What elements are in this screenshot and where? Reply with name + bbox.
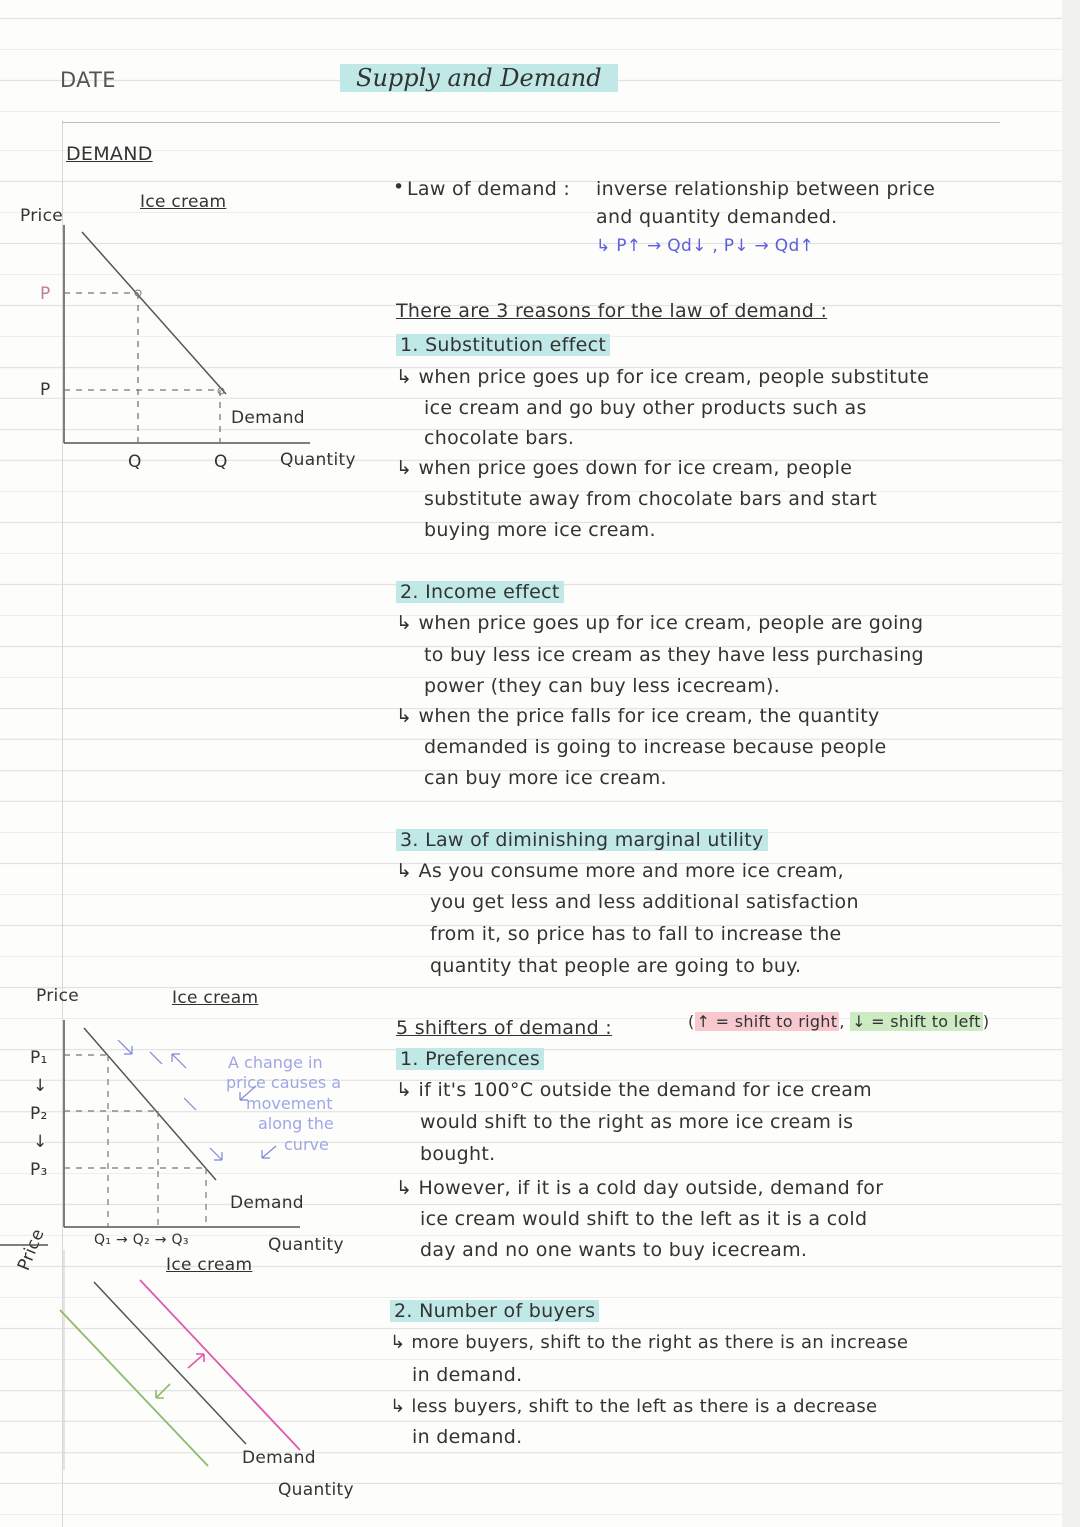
graph3-curve-label: Demand xyxy=(242,1448,316,1468)
graph2-q-labels: Q₁ → Q₂ → Q₃ xyxy=(94,1232,189,1248)
reason3-line1: ↳ As you consume more and more ice cream, xyxy=(396,860,844,882)
graph2-curve-label: Demand xyxy=(230,1193,304,1213)
reason1-line4: ↳ when price goes down for ice cream, people xyxy=(396,457,853,479)
reason3-line2: you get less and less additional satisfaction xyxy=(430,891,859,913)
demand-section-title: DEMAND xyxy=(66,143,153,165)
legend-shift-right: ↑ = shift to right xyxy=(696,1012,838,1031)
reason2-title: 2. Income effect xyxy=(396,581,564,603)
law-bullet: • xyxy=(393,176,405,198)
pref-line4: ↳ However, if it is a cold day outside, demand for xyxy=(396,1177,884,1199)
graph1-demand-curve xyxy=(82,232,226,394)
graph2-movement-arrows xyxy=(118,1040,276,1160)
graph2-p1-label: P₁ xyxy=(30,1048,48,1068)
pref-line2: would shift to the right as more ice cream is xyxy=(420,1111,854,1133)
graph1-q1-label: Q xyxy=(128,452,142,472)
graph2-note-2: price causes a xyxy=(226,1073,342,1092)
reason1-line3: chocolate bars. xyxy=(424,427,575,449)
graph1-curve-label: Demand xyxy=(231,408,305,428)
graph1-x-axis-label: Quantity xyxy=(280,450,356,470)
pref-line1: ↳ if it's 100°C outside the demand for ice cream xyxy=(396,1079,872,1101)
legend-shift-left: ↓ = shift to left xyxy=(852,1012,981,1031)
reason1-title: 1. Substitution effect xyxy=(396,334,610,356)
graph1-p2-label: P xyxy=(40,380,51,400)
graph2-demand-curve xyxy=(84,1028,216,1180)
reason2-line2: to buy less ice cream as they have less purchasing xyxy=(424,644,924,666)
reason1-line1: ↳ when price goes up for ice cream, people substitute xyxy=(396,366,930,388)
buyers-title: 2. Number of buyers xyxy=(390,1300,599,1322)
law-label: Law of demand : xyxy=(407,178,571,200)
law-line3: ↳ P↑ → Qd↓ , P↓ → Qd↑ xyxy=(596,236,815,256)
graph2-arrow-1: ↓ xyxy=(33,1076,48,1096)
graph2-p2-label: P₂ xyxy=(30,1104,48,1124)
graph3-y-axis-label: Price xyxy=(14,1226,49,1274)
graph3-shift-right-arrow xyxy=(188,1354,204,1368)
graph2-x-axis-label: Quantity xyxy=(268,1235,344,1255)
graph2-note-3: movement xyxy=(246,1094,333,1113)
graph3-shift-left-arrow xyxy=(156,1384,170,1398)
reason2-line4: ↳ when the price falls for ice cream, the quantity xyxy=(396,705,880,727)
shifters-legend: ( ↑ = shift to right , ↓ = shift to left ) xyxy=(688,1012,990,1031)
graph3-demand-left-curve xyxy=(60,1310,208,1466)
law-line2: and quantity demanded. xyxy=(596,206,838,228)
legend-separator: , xyxy=(839,1012,845,1031)
graph3-x-axis-label: Quantity xyxy=(278,1480,354,1500)
graph1-p1-label: P xyxy=(40,284,51,304)
reason2-line1: ↳ when price goes up for ice cream, people are going xyxy=(396,612,924,634)
reason3-line3: from it, so price has to fall to increase the xyxy=(430,923,842,945)
preferences-title: 1. Preferences xyxy=(396,1048,544,1070)
reason3-line4: quantity that people are going to buy. xyxy=(430,955,802,977)
pref-line3: bought. xyxy=(420,1143,496,1165)
graph2-note-4: along the xyxy=(258,1114,334,1133)
reason1-line5: substitute away from chocolate bars and start xyxy=(424,488,877,510)
reason1-line6: buying more ice cream. xyxy=(424,519,656,541)
graph2-y-axis-label: Price xyxy=(36,986,79,1006)
graph2-note-1: A change in xyxy=(228,1053,323,1072)
buyers-line3: ↳ less buyers, shift to the left as there is a decrease xyxy=(390,1396,878,1417)
graph1-label: Ice cream xyxy=(140,192,227,212)
graph2-p3-label: P₃ xyxy=(30,1160,48,1180)
shifters-title: 5 shifters of demand : xyxy=(396,1017,612,1039)
graph2-label: Ice cream xyxy=(172,988,259,1008)
graph3-label: Ice cream xyxy=(166,1255,253,1275)
reasons-title: There are 3 reasons for the law of demand : xyxy=(396,300,828,322)
graph3-demand-right-curve xyxy=(140,1280,300,1450)
reason2-line3: power (they can buy less icecream). xyxy=(424,675,781,697)
date-label: DATE xyxy=(60,68,116,92)
buyers-line1: ↳ more buyers, shift to the right as there is an increase xyxy=(390,1332,909,1353)
buyers-line2: in demand. xyxy=(412,1364,523,1386)
reason1-line2: ice cream and go buy other products such as xyxy=(424,397,867,419)
reason3-title: 3. Law of diminishing marginal utility xyxy=(396,829,768,851)
buyers-line4: in demand. xyxy=(412,1426,523,1448)
graph2-note-5: curve xyxy=(284,1135,329,1154)
graph1-q2-label: Q xyxy=(214,452,228,472)
graph2-arrow-2: ↓ xyxy=(33,1132,48,1152)
reason2-line6: can buy more ice cream. xyxy=(424,767,667,789)
law-line1: inverse relationship between price xyxy=(596,178,936,200)
graph1-y-axis-label: Price xyxy=(20,206,63,226)
pref-line5: ice cream would shift to the left as it is a cold xyxy=(420,1208,868,1230)
pref-line6: day and no one wants to buy icecream. xyxy=(420,1239,808,1261)
graph3-demand-curve xyxy=(94,1282,246,1444)
page-title: Supply and Demand xyxy=(340,64,618,92)
reason2-line5: demanded is going to increase because people xyxy=(424,736,887,758)
